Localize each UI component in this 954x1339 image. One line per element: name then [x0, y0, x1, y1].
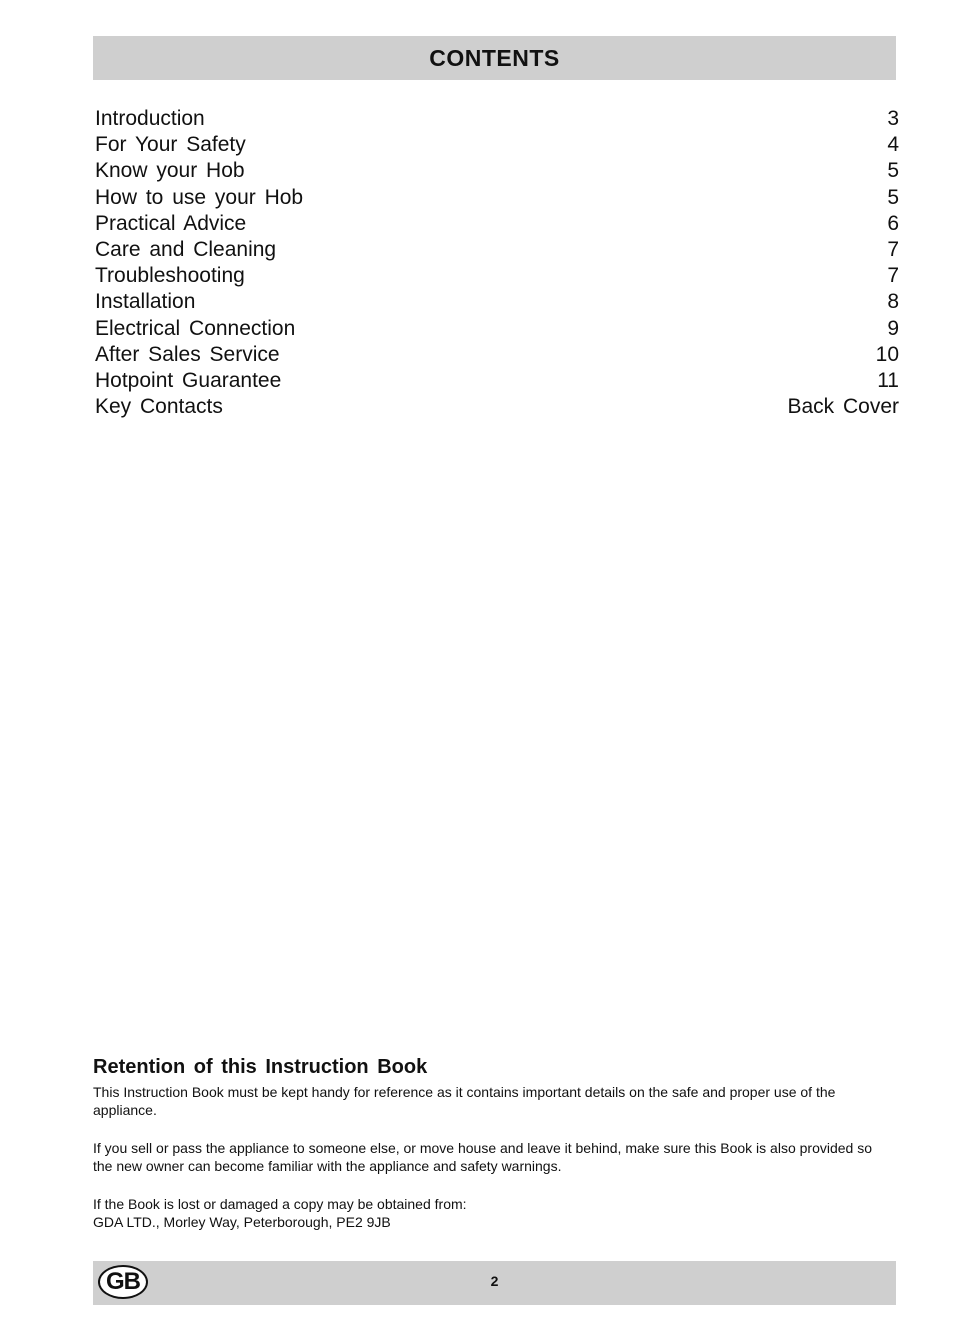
toc-entry-label: Electrical Connection [95, 316, 296, 340]
toc-entry-label: Practical Advice [95, 211, 247, 235]
retention-paragraph: If you sell or pass the appliance to someone else, or move house and leave it behind, make sure this Book is also provided so the new owner can become familiar with the appliance and safety warnings. [93, 1140, 873, 1174]
toc-entry-page: 5 [887, 159, 899, 183]
toc-entry-label: After Sales Service [95, 342, 280, 366]
retention-section [93, 1056, 893, 1231]
toc-entry [95, 132, 899, 158]
toc-entry [95, 263, 899, 289]
toc-entry-page: 9 [887, 316, 899, 340]
toc-entry-label: Know your Hob [95, 159, 245, 183]
toc-entry-page: 8 [887, 290, 899, 314]
toc-entry-page: 7 [887, 238, 899, 262]
toc-entry-page: 7 [887, 264, 899, 288]
footer-bar [93, 1261, 896, 1305]
toc-entry-label: Introduction [95, 107, 205, 131]
toc-entry-label: Installation [95, 290, 196, 314]
toc-entry [95, 394, 899, 420]
toc-entry-label: Troubleshooting [95, 264, 245, 288]
toc-entry [95, 342, 899, 368]
toc-entry-page: 5 [887, 185, 899, 209]
toc-entry [95, 211, 899, 237]
retention-paragraph: This Instruction Book must be kept handy for reference as it contains important details on the safe and proper use of the appliance. [93, 1084, 836, 1118]
toc-entry [95, 158, 899, 184]
table-of-contents [95, 106, 899, 420]
retention-paragraph: If the Book is lost or damaged a copy may be obtained from: [93, 1196, 467, 1212]
toc-entry [95, 185, 899, 211]
toc-entry-label: For Your Safety [95, 133, 246, 157]
retention-address: GDA LTD., Morley Way, Peterborough, PE2 9JB [93, 1214, 391, 1230]
toc-entry-label: Hotpoint Guarantee [95, 368, 282, 392]
page-title: CONTENTS [429, 44, 560, 71]
toc-entry [95, 237, 899, 263]
toc-entry-page: 6 [887, 211, 899, 235]
toc-entry-page: 3 [887, 107, 899, 131]
toc-entry [95, 368, 899, 394]
toc-entry-page: 10 [875, 342, 899, 366]
toc-entry-page: Back Cover [787, 395, 899, 419]
toc-entry [95, 289, 899, 315]
toc-entry-page: 11 [877, 368, 899, 392]
toc-entry-page: 4 [887, 133, 899, 157]
page-number: 2 [490, 1273, 499, 1289]
toc-entry [95, 106, 899, 132]
toc-entry-label: Care and Cleaning [95, 238, 277, 262]
toc-entry-label: Key Contacts [95, 395, 223, 419]
contents-header-bar [93, 36, 896, 80]
retention-heading: Retention of this Instruction Book [93, 1056, 428, 1078]
toc-entry [95, 316, 899, 342]
gb-country-badge: GB [98, 1265, 148, 1299]
toc-entry-label: How to use your Hob [95, 185, 304, 209]
